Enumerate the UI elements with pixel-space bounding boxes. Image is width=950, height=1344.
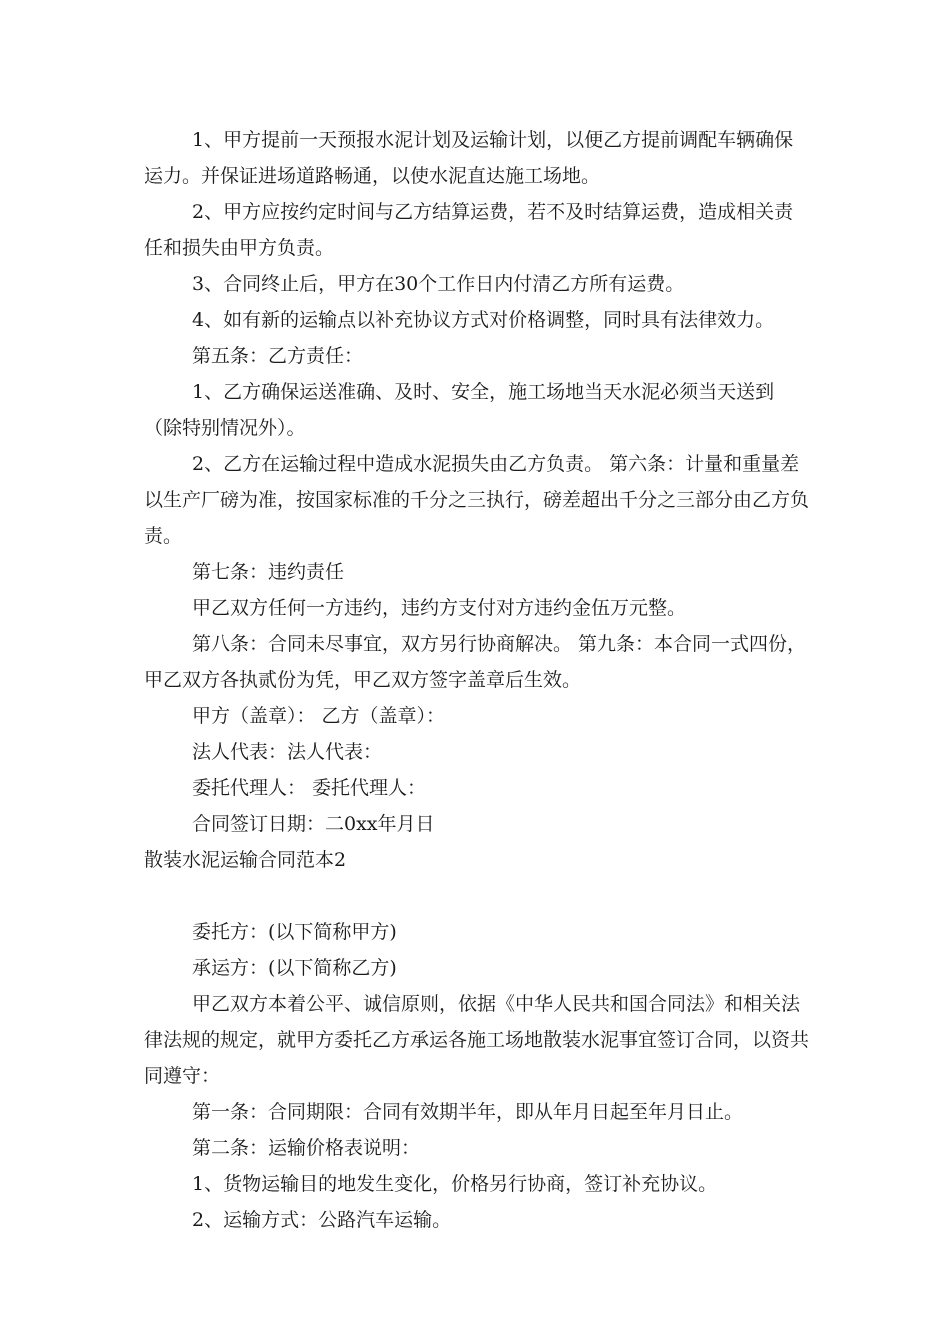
signature-line: 法人代表：法人代表： [192,741,383,763]
paragraph: 1、甲方提前一天预报水泥计划及运输计划，以便乙方提前调配车辆确保运力。并保证进场道路畅通，以使水泥直达施工场地。 [144,129,794,187]
signature-line: 委托代理人： 委托代理人： [192,777,427,799]
blank-line [144,878,810,914]
section-title: 散装水泥运输合同范本2 [144,849,347,871]
article-heading: 第五条：乙方责任： [192,345,364,367]
paragraph: 4、如有新的运输点以补充协议方式对价格调整，同时具有法律效力。 [192,309,775,331]
signature-line: 甲方（盖章）： 乙方（盖章）： [192,705,446,727]
paragraph: 1、货物运输目的地发生变化，价格另行协商，签订补充协议。 [192,1173,718,1195]
paragraph: 1、乙方确保运送准确、及时、安全，施工场地当天水泥必须当天送到（除特别情况外）。 [144,381,775,439]
document-body [144,122,810,1238]
paragraph: 3、合同终止后，甲方在30个工作日内付清乙方所有运费。 [192,273,685,295]
paragraph: 甲乙双方任何一方违约，违约方支付对方违约金伍万元整。 [192,597,687,619]
signing-date: 合同签订日期：二0xx年月日 [192,813,435,835]
article-heading: 第二条：运输价格表说明： [192,1137,421,1159]
article-heading: 第七条：违约责任 [192,561,345,583]
paragraph: 第一条：合同期限：合同有效期半年，即从年月日起至年月日止。 [192,1101,744,1123]
party-line: 承运方：(以下简称乙方) [192,957,397,979]
paragraph: 第八条：合同未尽事宜，双方另行协商解决。 第九条：本合同一式四份，甲乙双方各执贰份为凭，甲乙双方签字盖章后生效。 [144,633,807,691]
party-line: 委托方：(以下简称甲方) [192,921,397,943]
paragraph: 甲乙双方本着公平、诚信原则，依据《中华人民共和国合同法》和相关法律法规的规定，就甲方委托乙方承运各施工场地散装水泥事宜签订合同，以资共同遵守： [144,993,810,1087]
paragraph: 2、乙方在运输过程中造成水泥损失由乙方负责。 第六条：计量和重量差以生产厂磅为准，按国家标准的千分之三执行，磅差超出千分之三部分由乙方负责。 [144,453,810,547]
paragraph: 2、运输方式：公路汽车运输。 [192,1209,452,1231]
paragraph: 2、甲方应按约定时间与乙方结算运费，若不及时结算运费，造成相关责任和损失由甲方负责。 [144,201,794,259]
